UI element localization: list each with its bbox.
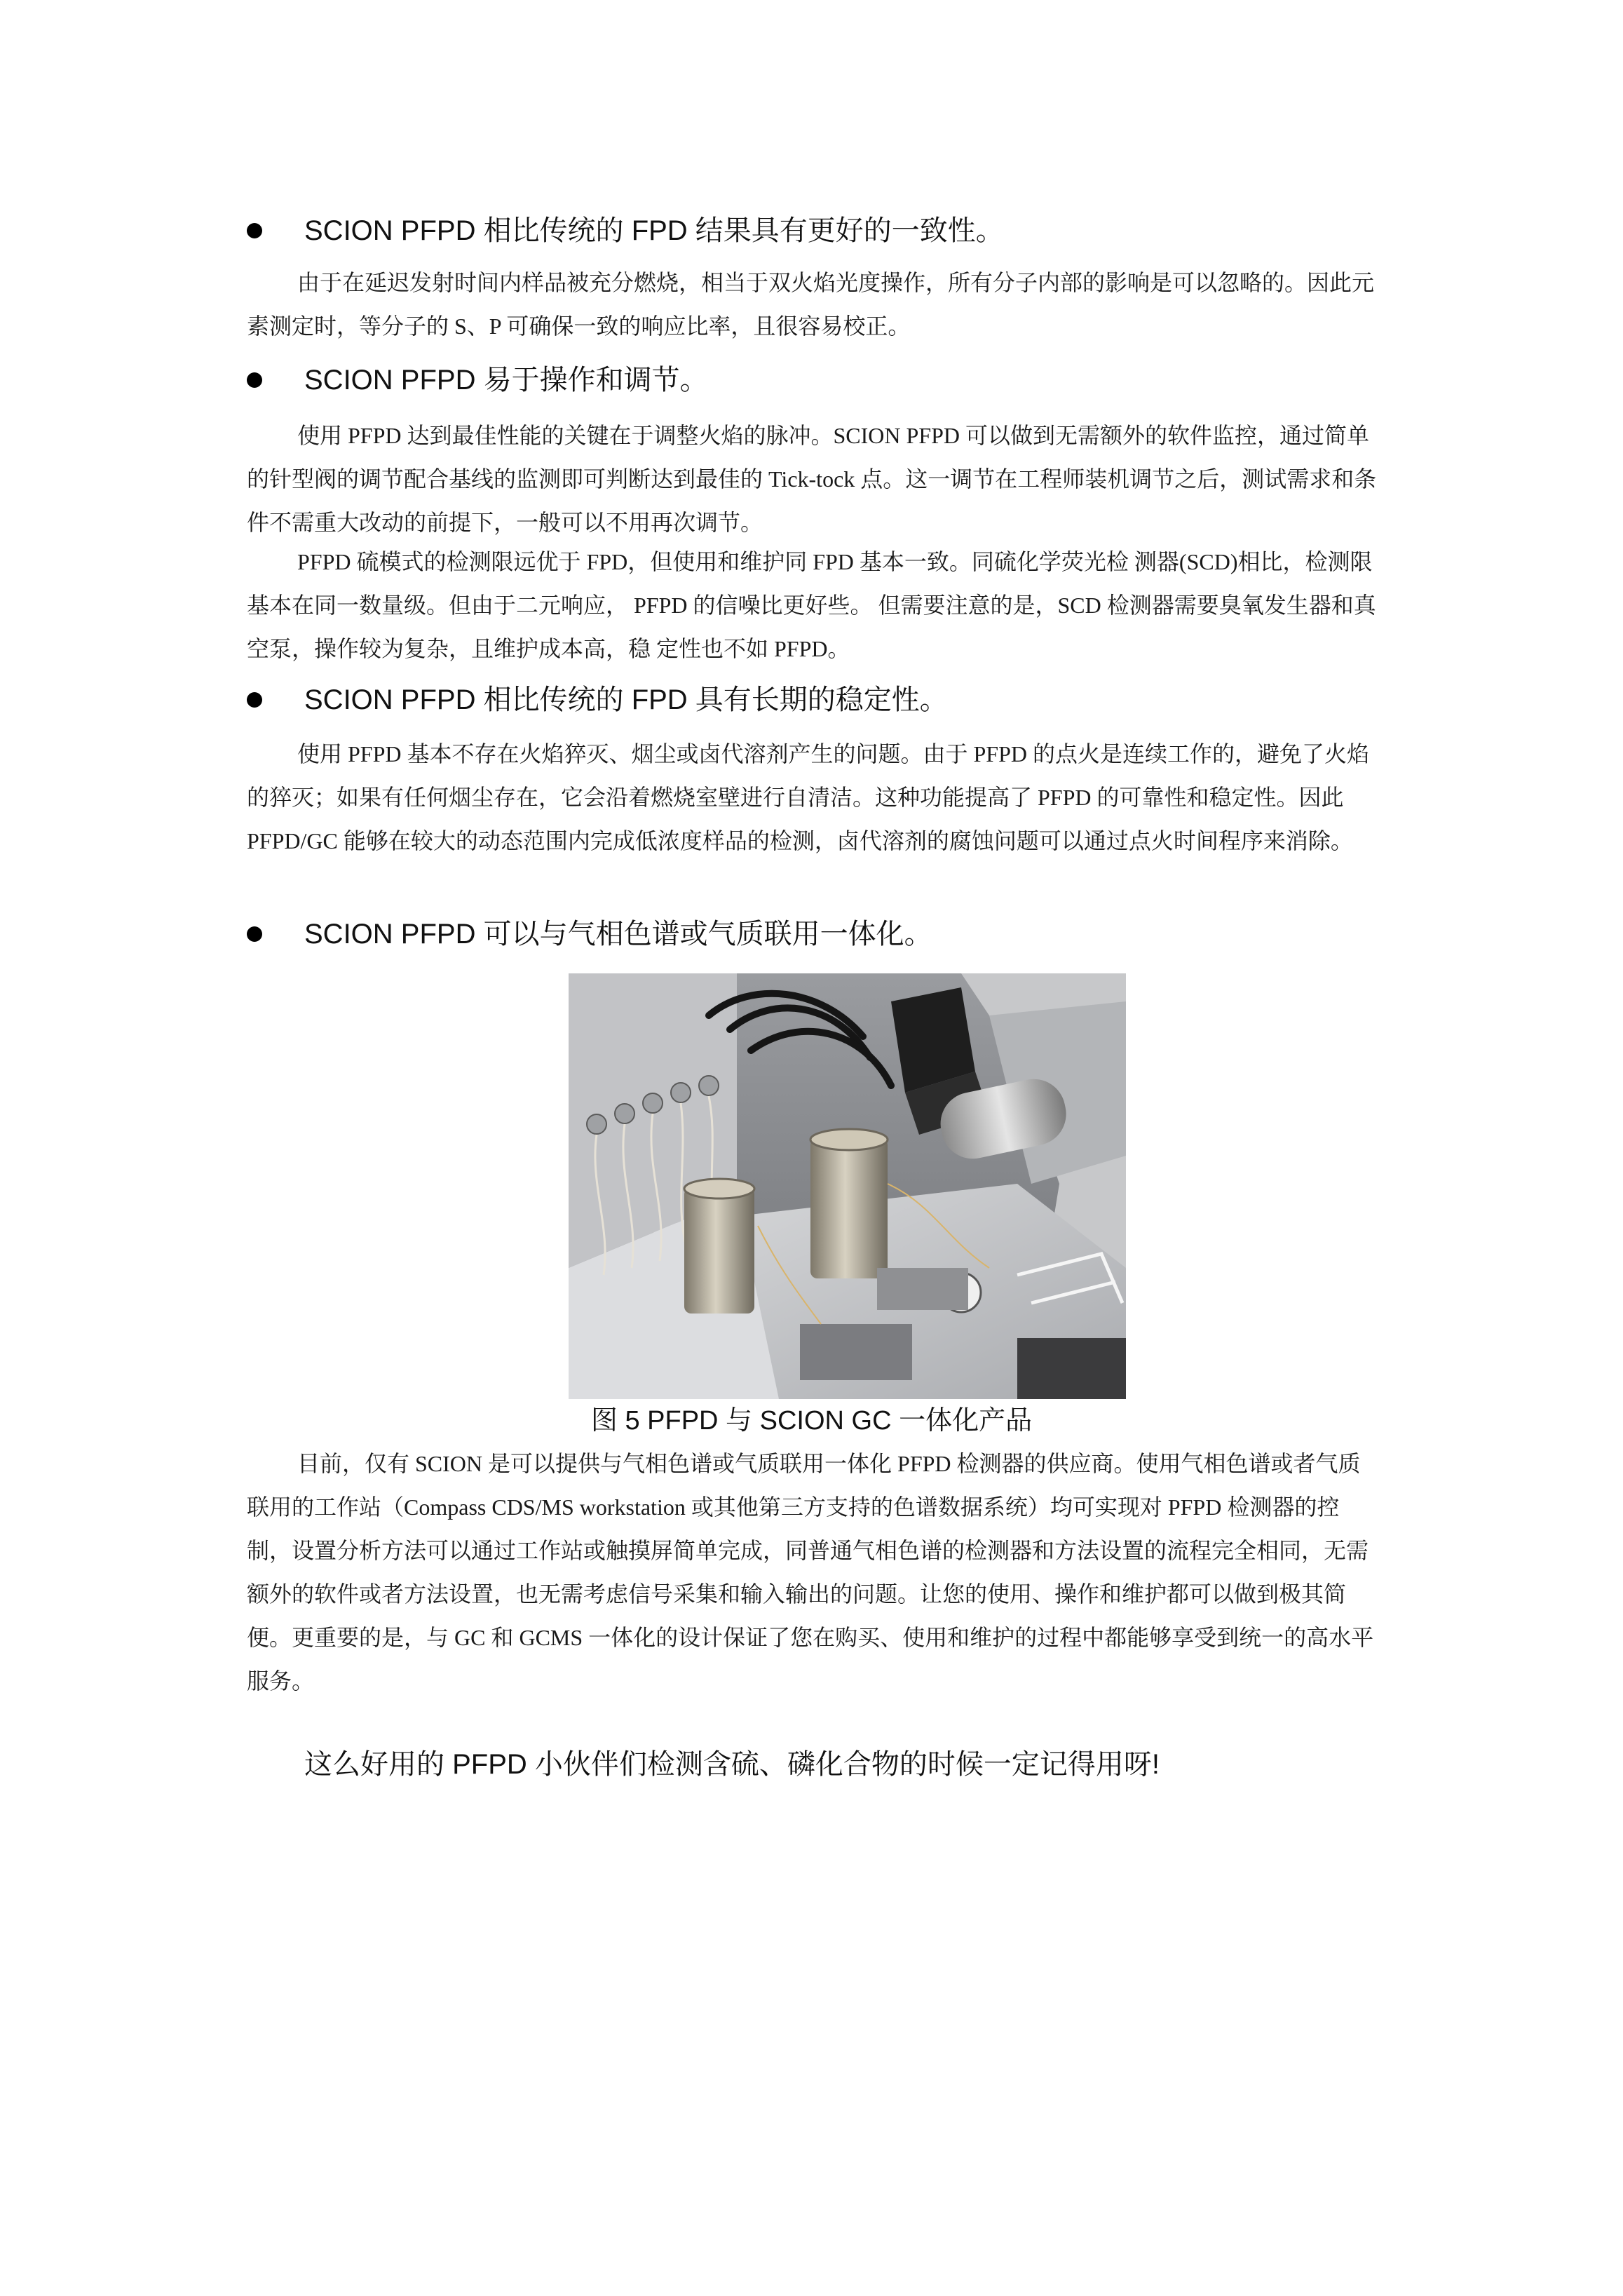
paragraph-detection-limit: PFPD 硫模式的检测限远优于 FPD，但使用和维护同 FPD 基本一致。同硫化学荧光检 测器(SCD)相比，检测限基本在同一数量级。但由于二元响应， PFPD 的信噪比更好些。 但需要注意的是，SCD 检测器需要臭氧发生器和真空泵，操作较为复杂，且维护成本高，稳 定性也不如 PFPD。 [247,549,1376,661]
heading-text: SCION PFPD 易于操作和调节。 [304,365,708,396]
heading-text: SCION PFPD 可以与气相色谱或气质联用一体化。 [304,919,932,950]
pfpd-gc-photo-illustration [569,973,1126,1399]
figure-caption: 图 5 PFPD 与 SCION GC 一体化产品 [590,1406,1033,1436]
heading-text: SCION PFPD 相比传统的 FPD 具有长期的稳定性。 [304,684,948,715]
paragraph-integration: 目前，仅有 SCION 是可以提供与气相色谱或气质联用一体化 PFPD 检测器的供应商。使用气相色谱或者气质联用的工作站（Compass CDS/MS workstation 或其他第三方支持的色谱数据系统）均可实现对 PFPD 检测器的控制，设置分析方法可以通过工作站或触摸屏简单完成，同普通气相色谱的检测器和方法设置的流程完全相同，无需额外的软件或者方法设置，也无需考虑信号采集和输入输出的问题。让您的使用、操作和维护都可以做到极其简便。更重要的是，与 GC 和 GCMS 一体化的设计保证了您在购买、使用和维护的过程中都能够享受到统一的高水平服务。 [247,1451,1374,1694]
pfpd-gc-photo [569,973,1126,1399]
closing-remark: 这么好用的 PFPD 小伙伴们检测含硫、磷化合物的时候一定记得用呀! [304,1749,1160,1780]
bullet-dot-icon [247,223,262,238]
paragraph-stability: 使用 PFPD 基本不存在火焰猝灭、烟尘或卤代溶剂产生的问题。由于 PFPD 的点火是连续工作的，避免了火焰的猝灭；如果有任何烟尘存在，它会沿着燃烧室壁进行自清洁。这种功能提高了 PFPD 的可靠性和稳定性。因此 PFPD/GC 能够在较大的动态范围内完成低浓度样品的检测，卤代溶剂的腐蚀问题可以通过点火时间程序来消除。 [247,741,1370,853]
bullet-dot-icon [247,692,262,708]
bullet-dot-icon [247,372,262,388]
paragraph-consistency: 由于在延迟发射时间内样品被充分燃烧，相当于双火焰光度操作，所有分子内部的影响是可以忽略的。因此元素测定时，等分子的 S、P 可确保一致的响应比率，且很容易校正。 [247,270,1375,339]
paragraph-pulse-tuning: 使用 PFPD 达到最佳性能的关键在于调整火焰的脉冲。SCION PFPD 可以做到无需额外的软件监控，通过简单的针型阀的调节配合基线的监测即可判断达到最佳的 Tick-tock 点。这一调节在工程师装机调节之后，测试需求和条件不需重大改动的前提下，一般可以不用再次调节。 [247,423,1377,535]
heading-text: SCION PFPD 相比传统的 FPD 结果具有更好的一致性。 [304,215,1004,246]
bullet-dot-icon [247,926,262,942]
